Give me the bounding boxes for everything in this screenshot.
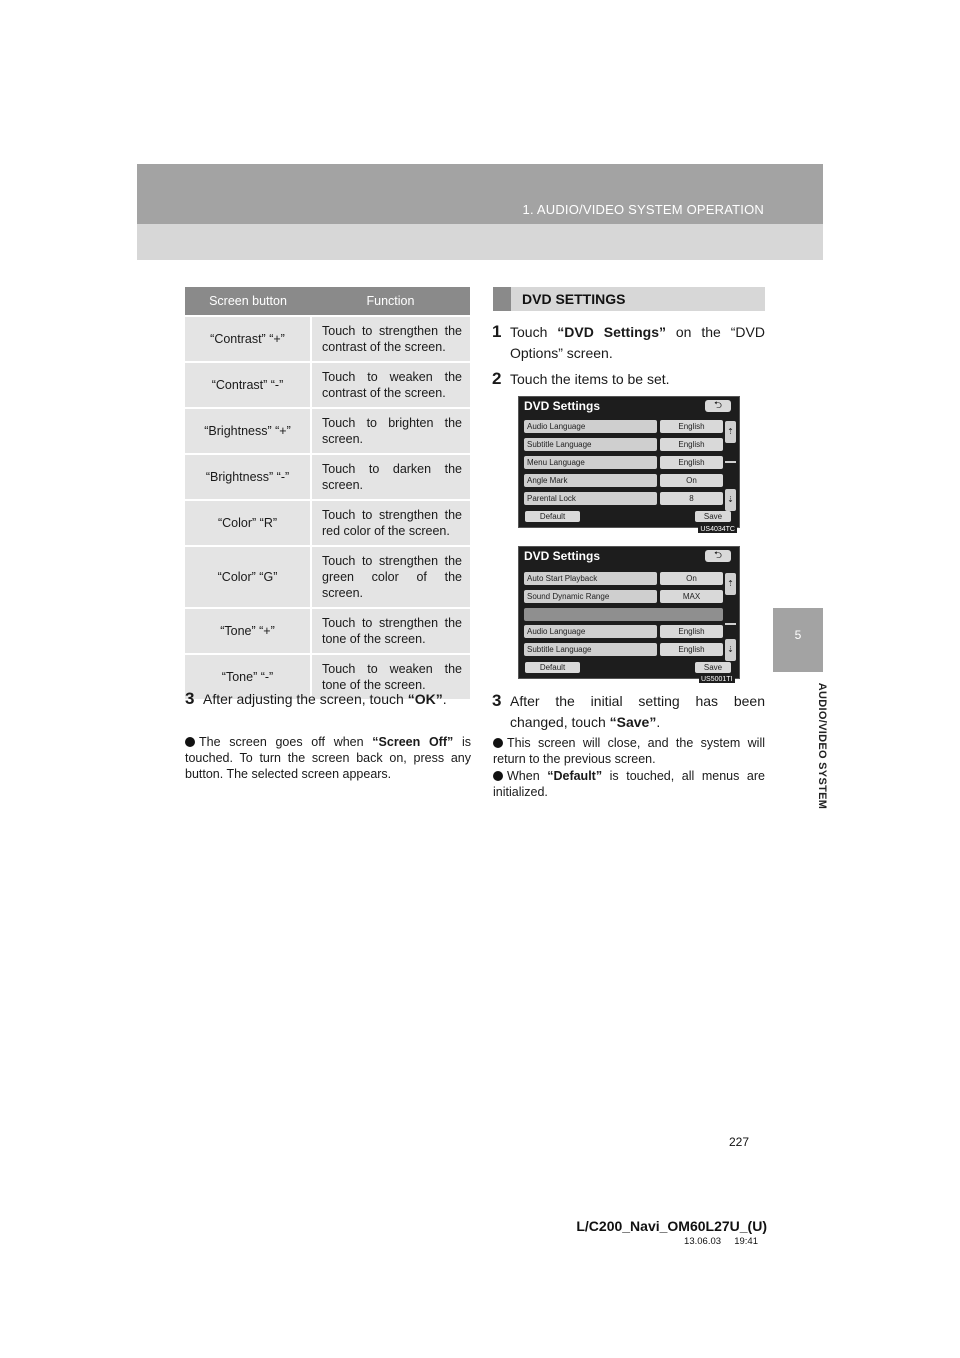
scroll-divider xyxy=(725,461,736,463)
setting-value: 8 xyxy=(660,492,723,505)
setting-row xyxy=(524,625,724,638)
screen-button-cell: “Brightness” “-” xyxy=(185,454,311,500)
function-cell: Touch to weaken the tone of the screen. xyxy=(311,654,470,699)
step-text-end: . xyxy=(656,714,661,730)
table-header-row xyxy=(185,287,470,316)
screen-button-cell: “Contrast” “+” xyxy=(185,316,311,362)
step-text: After adjusting the screen, touch xyxy=(203,691,408,707)
image-code: US4034TC xyxy=(700,526,735,533)
screen-button-cell: “Contrast” “-” xyxy=(185,362,311,408)
document-timestamp: 13.06.03 19:41 xyxy=(684,1236,758,1247)
setting-row xyxy=(524,572,724,585)
chapter-label: AUDIO/VIDEO SYSTEM xyxy=(816,682,828,810)
setting-row xyxy=(524,474,724,487)
empty-row xyxy=(524,608,723,621)
table-row xyxy=(185,454,470,500)
screen-off-keyword: “Screen Off” xyxy=(372,735,454,749)
scroll-down-icon: ⇣ xyxy=(725,639,736,661)
scroll-up-icon: ⇡ xyxy=(725,421,736,443)
setting-row xyxy=(524,456,724,469)
setting-label: Angle Mark xyxy=(524,474,657,487)
default-button: Default xyxy=(525,662,580,673)
section-title: 1. AUDIO/VIDEO SYSTEM OPERATION xyxy=(522,202,764,217)
scroll-down-icon: ⇣ xyxy=(725,489,736,511)
screen-title: DVD Settings xyxy=(524,549,601,563)
dvd-settings-screenshot-1 xyxy=(518,396,740,533)
dvd-bullet-1 xyxy=(493,735,765,767)
save-keyword: “Save” xyxy=(609,714,657,730)
setting-value: English xyxy=(660,456,723,469)
bullet-text: When xyxy=(507,769,548,783)
setting-label: Audio Language xyxy=(524,625,657,638)
function-cell: Touch to weaken the contrast of the screen. xyxy=(311,362,470,408)
bullet-icon xyxy=(185,737,195,747)
step-text-end: . xyxy=(442,691,447,707)
dvd-settings-keyword: “DVD Settings” xyxy=(557,324,666,340)
table-row xyxy=(185,608,470,654)
setting-row xyxy=(524,438,724,451)
table-row xyxy=(185,546,470,608)
function-cell: Touch to strengthen the green color of the screen. xyxy=(311,546,470,608)
setting-row xyxy=(524,590,724,603)
screen-button-cell: “Color” “R” xyxy=(185,500,311,546)
setting-label: Subtitle Language xyxy=(524,643,657,656)
setting-row xyxy=(524,492,724,505)
screen-button-cell: “Brightness” “+” xyxy=(185,408,311,454)
step-number: 3 xyxy=(185,689,195,708)
bullet-icon xyxy=(493,738,503,748)
screen-button-cell: “Tone” “+” xyxy=(185,608,311,654)
default-keyword: “Default” xyxy=(547,769,603,783)
setting-label: Parental Lock xyxy=(524,492,657,505)
setting-label: Menu Language xyxy=(524,456,657,469)
setting-value: English xyxy=(660,438,723,451)
left-bullet xyxy=(185,734,471,782)
scroll-up-icon: ⇡ xyxy=(725,573,736,595)
setting-value: MAX xyxy=(660,590,723,603)
step-text: After the initial setting has been changed, touch xyxy=(510,693,765,730)
function-table xyxy=(185,287,470,699)
save-button: Save xyxy=(695,662,731,673)
setting-value: On xyxy=(660,572,723,585)
table-row xyxy=(185,316,470,362)
function-cell: Touch to strengthen the tone of the screen. xyxy=(311,608,470,654)
table-row xyxy=(185,362,470,408)
dvd-settings-heading xyxy=(493,287,765,311)
table-row xyxy=(185,500,470,546)
heading-title: DVD SETTINGS xyxy=(522,291,626,307)
screen-button-cell: “Color” “G” xyxy=(185,546,311,608)
setting-label: Subtitle Language xyxy=(524,438,657,451)
setting-value: English xyxy=(660,420,723,433)
image-code: US5001TI xyxy=(701,676,733,683)
dvd-step-3 xyxy=(492,691,765,733)
dvd-bullet-2 xyxy=(493,768,765,800)
scroll-divider xyxy=(725,623,736,625)
dvd-step-1 xyxy=(492,322,765,364)
setting-value: English xyxy=(660,625,723,638)
step-number: 3 xyxy=(492,691,502,710)
page-number: 227 xyxy=(729,1135,750,1149)
setting-row xyxy=(524,420,724,433)
screen-title: DVD Settings xyxy=(524,399,601,413)
left-step-3 xyxy=(185,689,471,710)
step-number: 1 xyxy=(492,322,502,341)
step-text: Touch the items to be set. xyxy=(510,371,670,387)
step-number: 2 xyxy=(492,369,502,388)
header-subband xyxy=(137,224,823,260)
step-text-end: on the “DVD Options” screen. xyxy=(510,324,765,361)
dvd-settings-screenshot-2 xyxy=(518,546,740,683)
column-header-screen-button: Screen button xyxy=(185,287,311,316)
setting-row xyxy=(524,643,724,656)
column-header-function: Function xyxy=(311,287,470,316)
ok-keyword: “OK” xyxy=(407,691,443,707)
bullet-icon xyxy=(493,771,503,781)
setting-value: On xyxy=(660,474,723,487)
dvd-step-2 xyxy=(492,369,765,390)
function-cell: Touch to brighten the screen. xyxy=(311,408,470,454)
table-row xyxy=(185,408,470,454)
setting-label: Audio Language xyxy=(524,420,657,433)
setting-value: English xyxy=(660,643,723,656)
save-button: Save xyxy=(695,511,731,522)
default-button: Default xyxy=(525,511,580,522)
function-cell: Touch to darken the screen. xyxy=(311,454,470,500)
function-cell: Touch to strengthen the red color of the screen. xyxy=(311,500,470,546)
step-text: Touch xyxy=(510,324,558,340)
bullet-text: The screen goes off when xyxy=(199,735,373,749)
back-arrow-icon: ⮌ xyxy=(705,400,731,412)
setting-label: Auto Start Playback xyxy=(524,572,657,585)
setting-row-empty xyxy=(524,608,724,621)
back-arrow-icon: ⮌ xyxy=(705,550,731,562)
heading-marker xyxy=(493,287,511,311)
chapter-number: 5 xyxy=(794,628,802,642)
setting-label: Sound Dynamic Range xyxy=(524,590,657,603)
document-id: L/C200_Navi_OM60L27U_(U) xyxy=(576,1218,767,1234)
bullet-text: This screen will close, and the system will return to the previous screen. xyxy=(493,736,765,766)
bullet-text-end: is touched, all menus are initialized. xyxy=(493,769,765,799)
screen-button-cell: “Tone” “-” xyxy=(185,654,311,699)
bullet-text-end: is touched. To turn the screen back on, press any button. The selected screen appears. xyxy=(185,735,472,781)
function-cell: Touch to strengthen the contrast of the screen. xyxy=(311,316,470,362)
